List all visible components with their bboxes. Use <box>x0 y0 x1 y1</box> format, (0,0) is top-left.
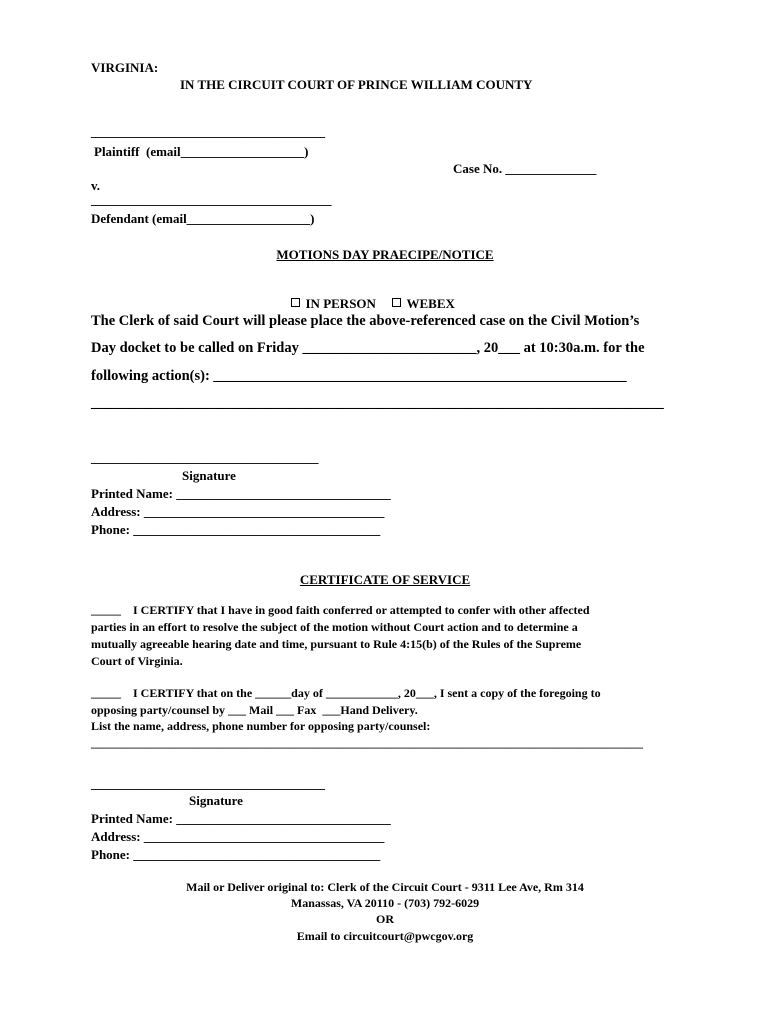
cert1-line-1[interactable]: _____ I CERTIFY that I have in good faith conferred or attempted to confer with other affected <box>91 603 590 617</box>
signature-label-2: Signature <box>189 793 243 808</box>
case-number-field[interactable]: Case No. ______________ <box>453 161 597 176</box>
cert2-line-1[interactable]: _____ I CERTIFY that on the ______day of ____________, 20___, I sent a copy of the foregoing to <box>91 686 601 700</box>
cert1-line-3: mutually agreeable hearing date and time, pursuant to Rule 4:15(b) of the Rules of the Supreme <box>91 637 582 651</box>
address-field-1[interactable]: Address: _____________________________________ <box>91 504 385 519</box>
in-person-label: IN PERSON <box>305 296 376 311</box>
signature-line-1[interactable]: ___________________________________ <box>91 450 319 465</box>
plaintiff-label: Plaintiff (email___________________) <box>94 144 309 159</box>
option-in-person[interactable] <box>284 280 376 312</box>
defendant-name-blank[interactable]: _____________________________________ <box>91 192 332 207</box>
signature-line-2[interactable]: ____________________________________ <box>91 776 325 791</box>
certificate-title: CERTIFICATE OF SERVICE <box>299 572 471 587</box>
defendant-label: Defendant (email___________________) <box>91 211 315 226</box>
signature-label-1: Signature <box>182 468 236 483</box>
body-line-2[interactable]: Day docket to be called on Friday ________________________, 20___ at 10:30a.m. for the <box>91 340 645 356</box>
phone-field-2[interactable]: Phone: ______________________________________ <box>91 847 381 862</box>
court-heading: IN THE CIRCUIT COURT OF PRINCE WILLIAM COUNTY <box>180 77 533 92</box>
state-heading: VIRGINIA: <box>91 60 159 75</box>
body-line-1: The Clerk of said Court will please place the above-referenced case on the Civil Motion’s <box>91 313 640 329</box>
document-title: MOTIONS DAY PRAECIPE/NOTICE <box>276 247 494 262</box>
opposing-party-field[interactable]: ____________________________________________________________________________________________ <box>91 736 643 750</box>
cert2-line-3: List the name, address, phone number for opposing party/counsel: <box>91 719 431 733</box>
cert2-line-2[interactable]: opposing party/counsel by ___ Mail ___ Fax ___Hand Delivery. <box>91 703 418 717</box>
body-line-4[interactable]: _______________________________________________________________________________ <box>91 395 664 411</box>
printed-name-field-1[interactable]: Printed Name: _________________________________ <box>91 486 391 501</box>
footer-mail-line: Mail or Deliver original to: Clerk of the Circuit Court - 9311 Lee Ave, Rm 314 <box>186 880 584 894</box>
address-field-2[interactable]: Address: _____________________________________ <box>91 829 385 844</box>
footer-or: OR <box>376 912 394 926</box>
cert1-line-2: parties in an effort to resolve the subject of the motion without Court action and to determine a <box>91 620 578 634</box>
webex-label: WEBEX <box>406 296 455 311</box>
body-line-3[interactable]: following action(s): _________________________________________________________ <box>91 368 627 384</box>
phone-field-1[interactable]: Phone: ______________________________________ <box>91 522 381 537</box>
footer-email-line: Email to circuitcourt@pwcgov.org <box>296 929 474 943</box>
footer-address-line: Manassas, VA 20110 - (703) 792-6029 <box>290 896 480 910</box>
versus-label: v. <box>91 178 101 193</box>
webex-checkbox[interactable] <box>392 298 401 307</box>
option-webex[interactable] <box>385 280 455 312</box>
printed-name-field-2[interactable]: Printed Name: _________________________________ <box>91 811 391 826</box>
in-person-checkbox[interactable] <box>291 298 300 307</box>
cert1-line-4: Court of Virginia. <box>91 654 183 668</box>
plaintiff-name-blank[interactable]: ____________________________________ <box>91 124 325 139</box>
